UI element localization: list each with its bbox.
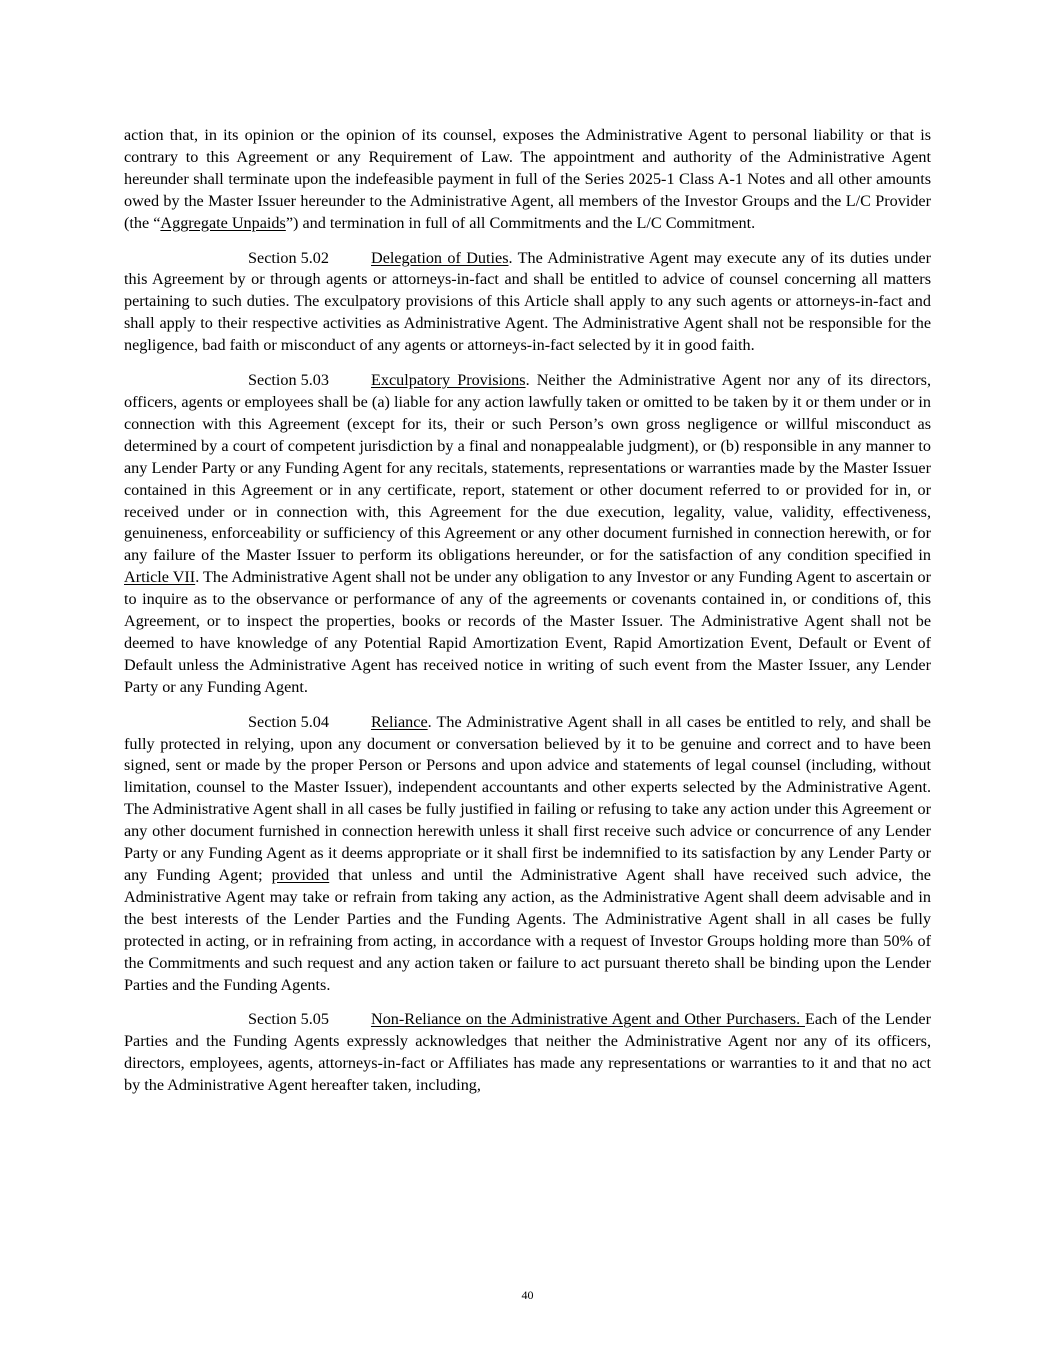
document-page [124, 125, 931, 1110]
section-heading: Reliance [371, 712, 428, 731]
section-body: . Neither the Administrative Agent nor any of its directors, officers, agents or employees shall be (a) liable for any action lawfully taken or omitted to be taken by it or them under or in connection with this Agreement (except for its, their or such Person’s own gross negligence or willful misconduct as determined by a court of competent jurisdiction by a final and nonappealable judgment), or (b) responsible in any manner to any Lender Party or any Funding Agent for any recitals, statements, representations or warranties made by the Master Issuer contained in this Agreement or in any certificate, report, statement or other document referred to or provided for in, or received under or in connection with, this Agreement for the due execution, legality, value, validity, effectiveness, genuineness, enforceability or sufficiency of this Agreement or any other document furnished in connection herewith, or for any failure of the Master Issuer to perform its obligations hereunder, or for the satisfaction of any condition specified in [124, 371, 931, 565]
defined-term-aggregate-unpaids: Aggregate Unpaids [160, 213, 286, 232]
section-body: . The Administrative Agent shall in all cases be entitled to rely, and shall be fully protected in relying, upon any document or conversation believed by it to be genuine and correct and to have been signed, sent or made by the proper Person or Persons and upon advice and statements of legal counsel (including, without limitation, counsel to the Master Issuer), independent accountants and other experts selected by the Administrative Agent. The Administrative Agent shall in all cases be fully justified in failing or refusing to take any action under this Agreement or any other document furnished in connection herewith unless it shall first receive such advice or concurrence of any Lender Party or any Funding Agent as it deems appropriate or it shall first be indemnified to its satisfaction by any Lender Party or any Funding Agent; [124, 712, 931, 884]
section-5-02-paragraph [124, 248, 931, 358]
section-5-04-paragraph [124, 712, 931, 997]
section-heading: Delegation of Duties [371, 248, 509, 267]
section-body-continued: . The Administrative Agent shall not be under any obligation to any Investor or any Funding Agent to ascertain or to inquire as to the observance or performance of any of the agreements or covenants contained in, or conditions of, this Agreement, or to inspect the properties, books or records of the Master Issuer. The Administrative Agent shall not be deemed to have knowledge of any Potential Rapid Amortization Event, Rapid Amortization Event, Default or Event of Default unless the Administrative Agent has received notice in writing of such event from the Master Issuer, any Lender Party or any Funding Agent. [124, 568, 931, 696]
section-heading: Non-Reliance on the Administrative Agent and Other Purchasers. [371, 1010, 805, 1029]
section-body: Each of the Lender Parties and the Funding Agents expressly acknowledges that neither the Administrative Agent nor any of its officers, directors, employees, agents, attorneys-in-fact or Affiliates has made any representations or warranties to it and that no act by the Administrative Agent hereafter taken, including, [124, 1010, 931, 1095]
page-number: 40 [521, 1288, 534, 1302]
section-body-continued: that unless and until the Administrative Agent shall have received such advice, the Administrative Agent may take or refrain from taking any action, as the Administrative Agent shall deem advisable and in the best interests of the Lender Parties and the Funding Agents. The Administrative Agent shall in all cases be fully protected in acting, or in refraining from acting, in accordance with a request of Investor Groups holding more than 50% of the Commitments and such request and any action taken or failure to act pursuant thereto shall be binding upon the Lender Parties and the Funding Agents. [124, 866, 931, 994]
section-body: . The Administrative Agent may execute any of its duties under this Agreement by or through agents or attorneys-in-fact and shall be entitled to advice of counsel concerning all matters pertaining to such duties. The exculpatory provisions of this Article shall apply to any such agents or attorneys-in-fact and shall apply to their respective activities as Administrative Agent. The Administrative Agent shall not be responsible for the negligence, bad faith or misconduct of any agents or attorneys-in-fact selected by it in good faith. [124, 248, 931, 355]
article-reference: Article VII [124, 568, 196, 587]
section-number: Section 5.04 [248, 712, 329, 731]
intro-text-2: ”) and termination in full of all Commitments and the L/C Commitment. [285, 213, 756, 232]
intro-text-1: action that, in its opinion or the opinion of its counsel, exposes the Administrative Agent to personal liability or that is contrary to this Agreement or any Requirement of Law. The appointment and authority of the Administrative Agent hereunder shall terminate upon the indefeasible payment in full of the Series 2025-1 Class A-1 Notes and all other amounts owed by the Master Issuer hereunder to the Administrative Agent, all members of the Investor Groups and the L/C Provider (the “ [124, 126, 931, 232]
section-number: Section 5.05 [248, 1010, 329, 1029]
section-heading: Exculpatory Provisions [371, 371, 526, 390]
section-5-03-paragraph [124, 370, 931, 699]
provided-emphasis: provided [271, 866, 330, 884]
section-5-05-paragraph [124, 1009, 931, 1097]
intro-paragraph [124, 125, 931, 235]
section-number: Section 5.03 [248, 371, 329, 390]
section-number: Section 5.02 [248, 248, 329, 267]
